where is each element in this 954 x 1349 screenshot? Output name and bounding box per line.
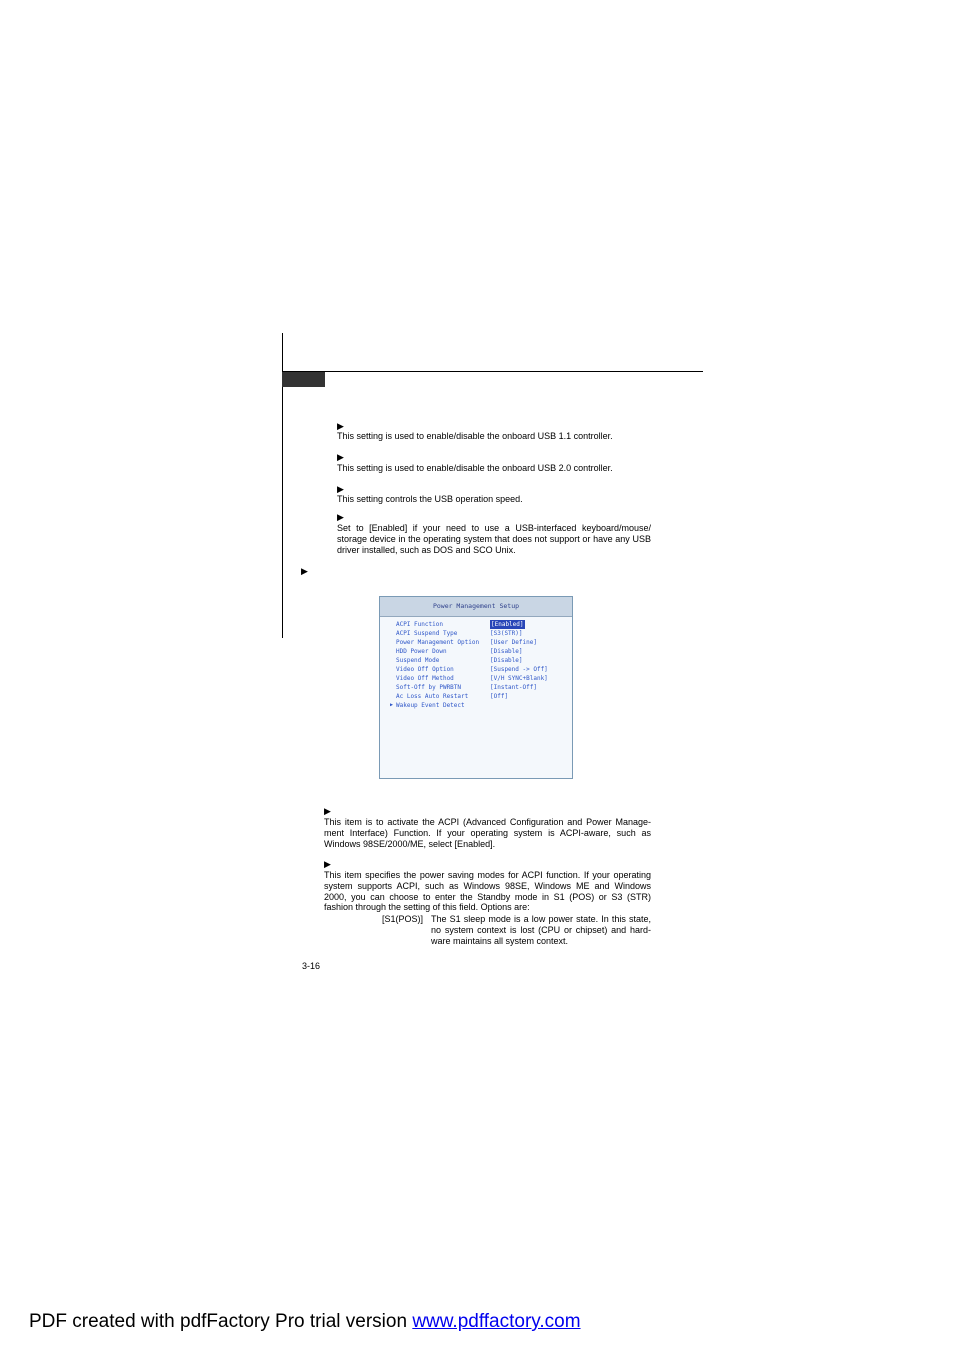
acpi-function-description: This item is to activate the ACPI (Advanced Configuration and Power Manage- ment Interface) Function. If your operating system is ACPI-aware, such as Windows 98SE/2000/ME, select [Enabled]. (324, 817, 651, 849)
bios-setting-label: Power Management Option (396, 639, 480, 646)
bios-screenshot (379, 596, 573, 779)
bullet-arrow: ▶ (337, 452, 344, 462)
bios-setting-row[interactable] (380, 665, 572, 674)
bios-setting-value[interactable]: [Off] (490, 693, 509, 700)
bios-setting-value[interactable]: [Suspend -> Off] (490, 666, 548, 673)
bios-setting-value[interactable]: [Disable] (490, 657, 523, 664)
pdffactory-link[interactable]: www.pdffactory.com (412, 1311, 581, 1332)
bios-setting-row[interactable] (380, 638, 572, 647)
submenu-arrow-icon: ▶ (390, 702, 394, 708)
acpi-suspend-description: This item specifies the power saving modes for ACPI function. If your operating system supports ACPI, such as Windows 98SE, Windows ME and Windows 2000, you can choose to enter the Standby mode in S1 (POS) or S3 (STR) fashion through the setting of this field. Options are: (324, 870, 651, 913)
bios-setting-label: Video Off Method (396, 675, 454, 682)
section-arrow: ▶ (301, 566, 308, 576)
bios-title: Power Management Setup (380, 597, 572, 617)
bullet-arrow: ▶ (337, 421, 344, 431)
bios-setting-value[interactable]: [User Define] (490, 639, 537, 646)
bullet-arrow: ▶ (324, 806, 331, 816)
bios-setting-row[interactable] (380, 647, 572, 656)
bios-setting-label: ACPI Function (396, 621, 443, 628)
bios-setting-label: Wakeup Event Detect (396, 702, 465, 709)
bios-setting-row[interactable] (380, 629, 572, 638)
bullet-arrow: ▶ (337, 484, 344, 494)
usb20-description: This setting is used to enable/disable the onboard USB 2.0 controller. (337, 463, 613, 473)
chapter-tab (282, 372, 325, 387)
bios-setting-row[interactable] (380, 656, 572, 665)
bios-settings-list (380, 620, 572, 710)
pdf-footer (29, 1311, 581, 1333)
usb-legacy-description: Set to [Enabled] if your need to use a USB-interfaced keyboard/mouse/ storage device in the operating system that does not support or have any USB driver installed, such as DOS and SCO Unix. (337, 523, 651, 555)
bullet-arrow: ▶ (337, 512, 344, 522)
bios-setting-value[interactable]: [V/H SYNC+Blank] (490, 675, 548, 682)
bios-setting-label: Suspend Mode (396, 657, 440, 664)
bios-setting-label: Ac Loss Auto Restart (396, 693, 469, 700)
bios-setting-value[interactable]: [Disable] (490, 648, 523, 655)
usb11-description: This setting is used to enable/disable the onboard USB 1.1 controller. (337, 431, 613, 441)
bios-setting-row[interactable] (380, 692, 572, 701)
bios-setting-value[interactable]: [Instant-Off] (490, 684, 537, 691)
bios-setting-row[interactable] (380, 674, 572, 683)
page-number: 3-16 (302, 961, 321, 971)
bios-setting-row[interactable] (380, 683, 572, 692)
bullet-arrow: ▶ (324, 859, 331, 869)
bios-setting-label: Video Off Option (396, 666, 454, 673)
bios-setting-row[interactable] (380, 620, 572, 629)
bios-setting-value[interactable]: [Enabled] (491, 621, 524, 628)
bios-setting-label: ACPI Suspend Type (396, 630, 458, 637)
bios-setting-label: Soft-Off by PWRBTN (396, 684, 462, 691)
header-rule (282, 371, 703, 372)
bios-setting-value[interactable]: [S3(STR)] (490, 630, 523, 637)
bios-setting-label: HDD Power Down (396, 648, 447, 655)
bios-setting-row[interactable] (380, 701, 572, 710)
option-term: [S1(POS)] (382, 914, 424, 924)
usb-speed-description: This setting controls the USB operation speed. (337, 494, 523, 504)
option-description: The S1 sleep mode is a low power state. In this state, no system context is lost (CPU or chipset) and hard- ware maintains all system context. (431, 914, 651, 946)
footer-text: PDF created with pdfFactory Pro trial version (29, 1311, 413, 1332)
